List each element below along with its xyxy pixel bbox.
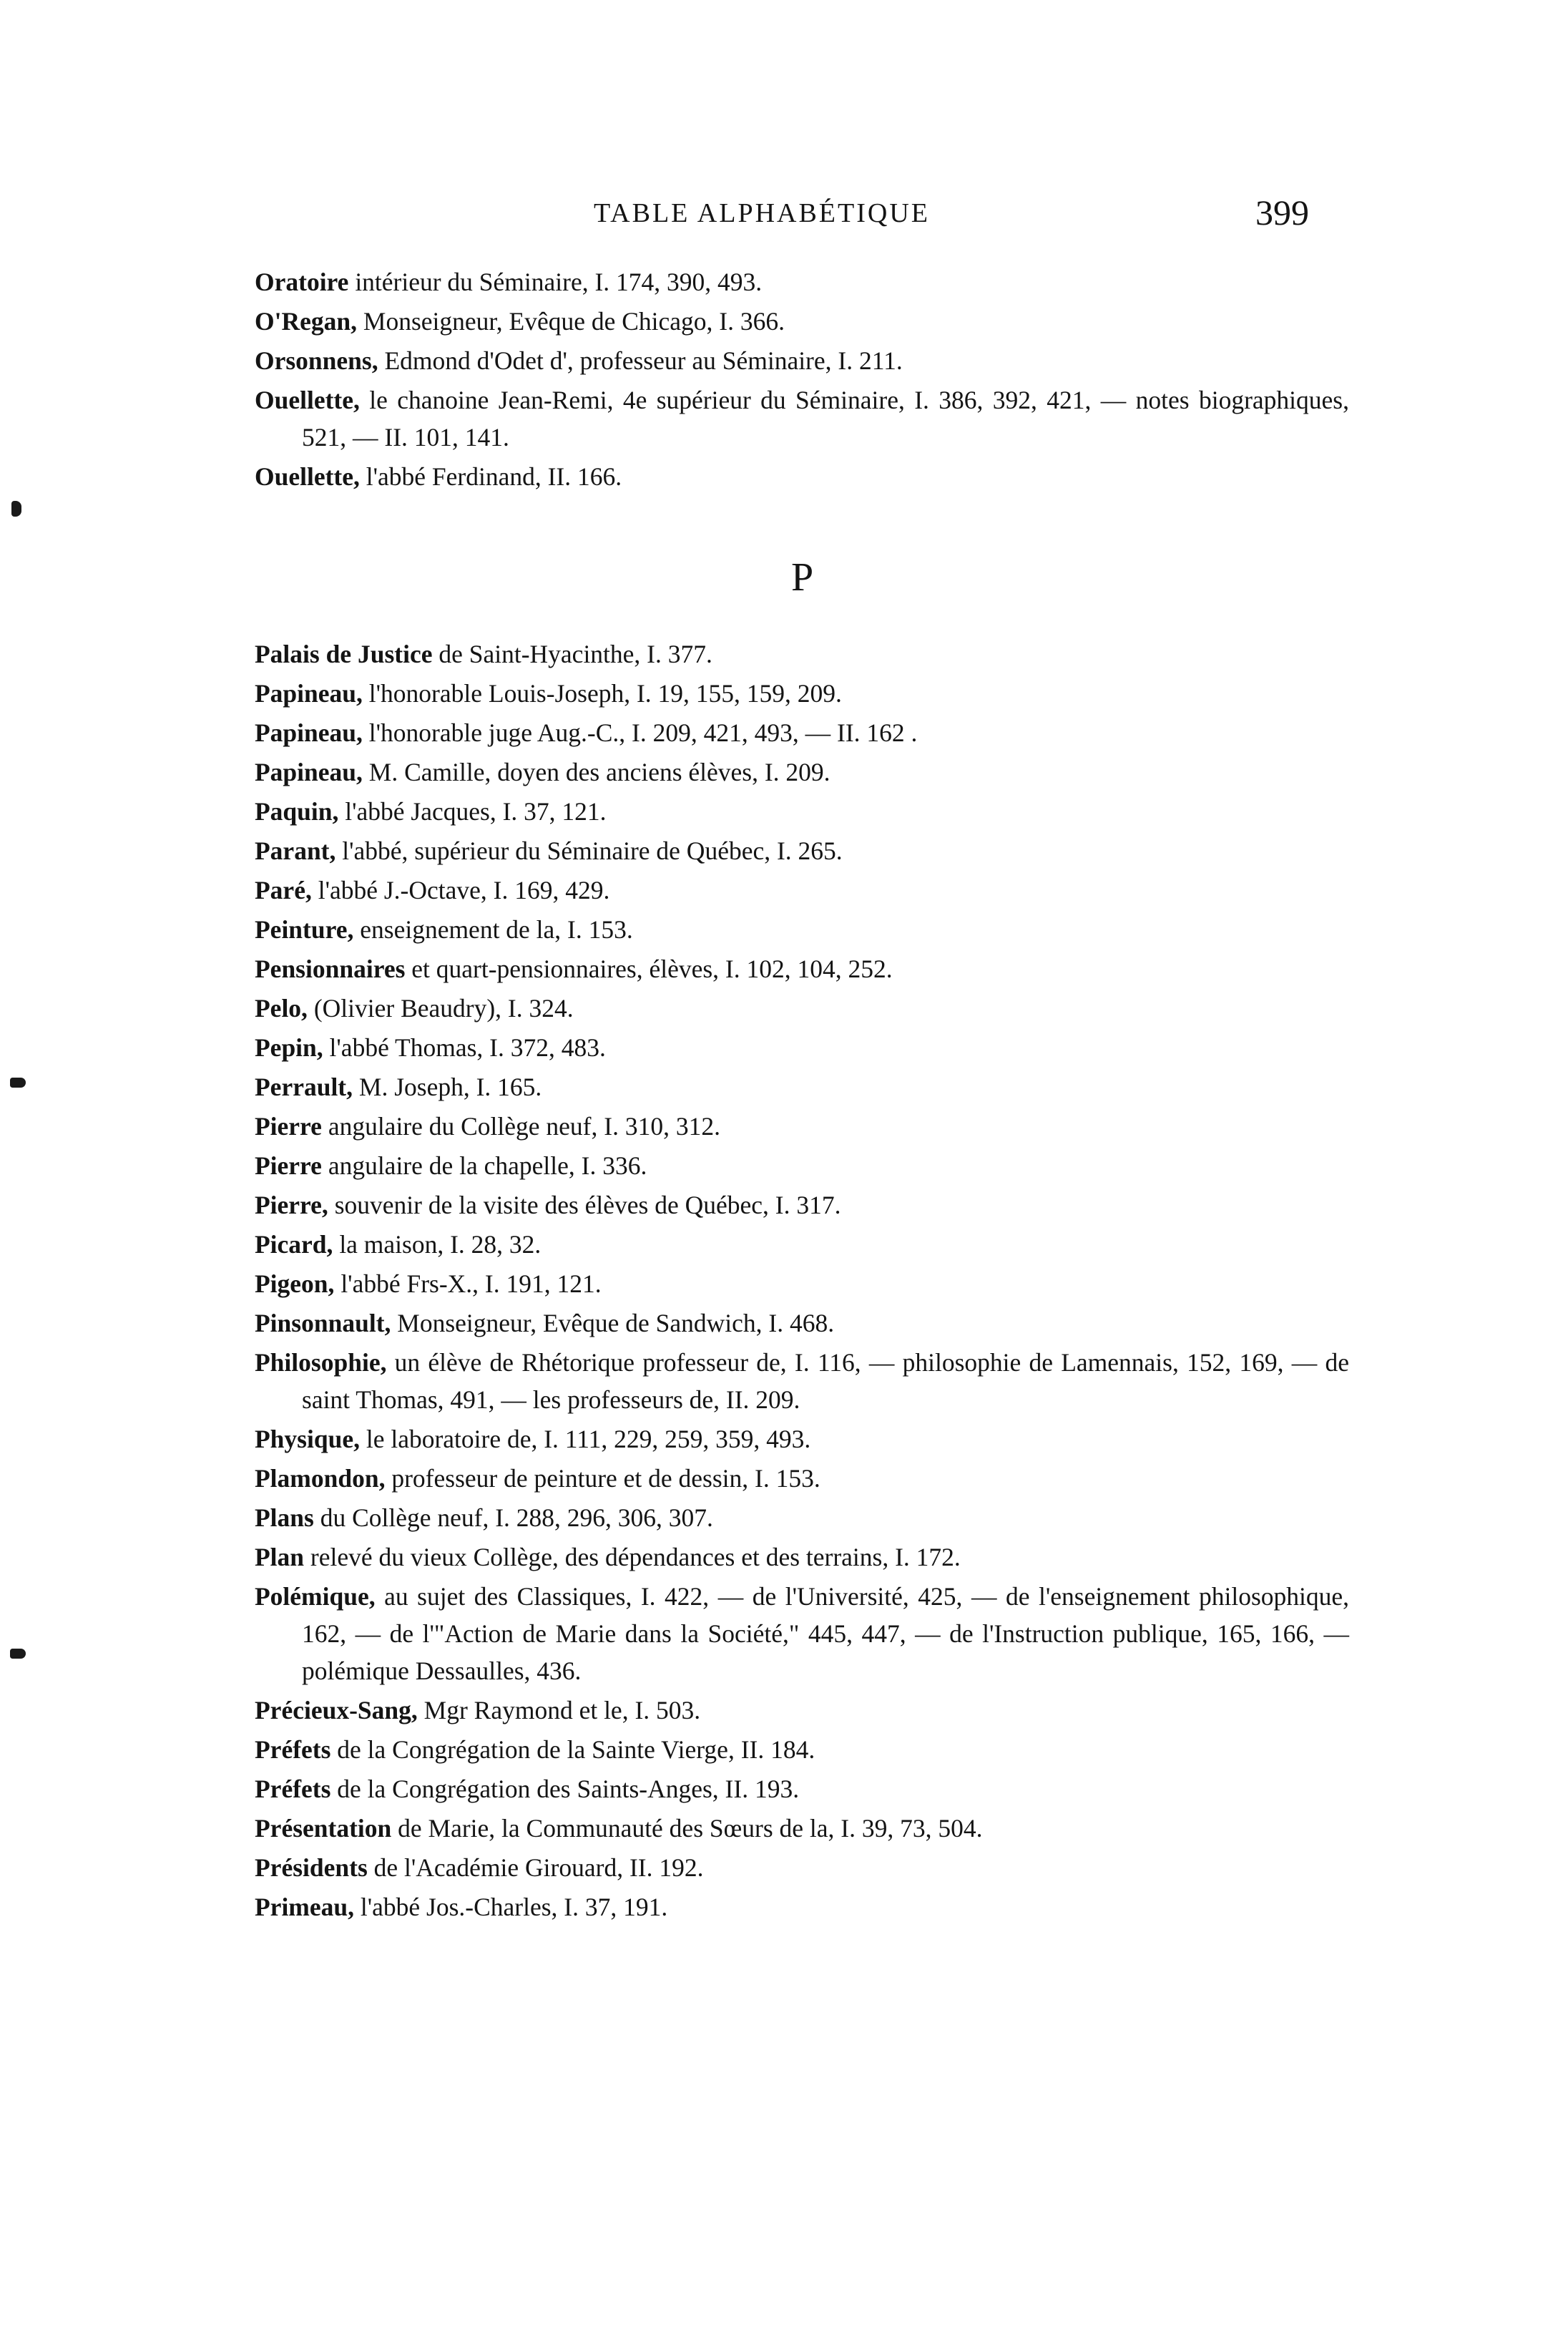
- entry-heading: Présentation: [255, 1814, 392, 1843]
- entry-references: l'abbé Frs-X., I. 191, 121.: [334, 1269, 602, 1298]
- entry-references: le chanoine Jean-Remi, 4e supérieur du Séminaire, I. 386, 392, 421, — notes biographiques, 521, — II. 101, 141.: [302, 386, 1349, 452]
- entry-heading: Préfets: [255, 1735, 331, 1764]
- index-entry: [255, 1068, 1349, 1106]
- index-entry: [255, 1460, 1349, 1497]
- entry-references: professeur de peinture et de dessin, I. 153.: [385, 1464, 820, 1493]
- entry-heading: Pelo,: [255, 994, 308, 1023]
- index-entry: [255, 950, 1349, 987]
- entry-references: l'abbé, supérieur du Séminaire de Québec, I. 265.: [335, 836, 843, 865]
- entry-heading: Papineau,: [255, 679, 363, 708]
- index-entry: [255, 1226, 1349, 1263]
- entry-heading: Parant,: [255, 836, 336, 865]
- index-entry: [255, 1692, 1349, 1729]
- entry-references: l'abbé Ferdinand, II. 166.: [359, 462, 622, 491]
- entry-references: l'abbé Thomas, I. 372, 483.: [323, 1033, 606, 1062]
- index-entry: [255, 1499, 1349, 1536]
- entry-references: l'abbé J.-Octave, I. 169, 429.: [311, 876, 610, 904]
- index-entry: [255, 342, 1349, 379]
- entry-heading: O'Regan,: [255, 307, 357, 336]
- entry-references: angulaire du Collège neuf, I. 310, 312.: [321, 1112, 720, 1141]
- entry-heading: Peinture,: [255, 915, 354, 944]
- entry-heading: Préfets: [255, 1775, 331, 1803]
- entry-heading: Papineau,: [255, 758, 363, 786]
- index-entries-o: [255, 263, 1349, 497]
- entry-heading: Pierre,: [255, 1191, 328, 1219]
- entry-references: l'abbé Jacques, I. 37, 121.: [338, 797, 607, 826]
- index-entry: [255, 911, 1349, 948]
- entry-references: de Marie, la Communauté des Sœurs de la, I. 39, 73, 504.: [391, 1814, 983, 1843]
- entry-heading: Plans: [255, 1503, 314, 1532]
- entry-heading: Polémique,: [255, 1582, 376, 1611]
- entry-references: souvenir de la visite des élèves de Québec, I. 317.: [328, 1191, 841, 1219]
- index-entry: [255, 1186, 1349, 1224]
- running-header: TABLE ALPHABÉTIQUE: [594, 198, 930, 228]
- index-entry: [255, 1849, 1349, 1886]
- entry-references: de la Congrégation des Saints-Anges, II. 193.: [330, 1775, 800, 1803]
- entry-heading: Paquin,: [255, 797, 339, 826]
- entry-references: du Collège neuf, I. 288, 296, 306, 307.: [313, 1503, 713, 1532]
- entry-heading: Pierre: [255, 1112, 322, 1141]
- entry-heading: Pigeon,: [255, 1269, 335, 1298]
- index-entry: [255, 1304, 1349, 1342]
- index-entry: [255, 635, 1349, 673]
- entry-heading: Perrault,: [255, 1073, 353, 1101]
- entry-references: de la Congrégation de la Sainte Vierge, II. 184.: [330, 1735, 815, 1764]
- entry-heading: Physique,: [255, 1425, 360, 1453]
- entry-heading: Pierre: [255, 1151, 322, 1180]
- index-entry: [255, 990, 1349, 1027]
- entry-references: enseignement de la, I. 153.: [353, 915, 633, 944]
- index-entry: [255, 1731, 1349, 1768]
- entry-heading: Philosophie,: [255, 1348, 387, 1377]
- entry-heading: Papineau,: [255, 718, 363, 747]
- entry-references: (Olivier Beaudry), I. 324.: [307, 994, 574, 1023]
- entry-references: Mgr Raymond et le, I. 503.: [417, 1696, 701, 1724]
- entry-references: l'honorable juge Aug.-C., I. 209, 421, 493, — II. 162 .: [362, 718, 918, 747]
- entry-heading: Paré,: [255, 876, 312, 904]
- entry-references: Monseigneur, Evêque de Sandwich, I. 468.: [391, 1309, 835, 1337]
- entry-heading: Ouellette,: [255, 462, 360, 491]
- entry-heading: Pinsonnault,: [255, 1309, 391, 1337]
- index-entry: [255, 753, 1349, 791]
- index-entry: [255, 1538, 1349, 1576]
- entry-references: M. Joseph, I. 165.: [353, 1073, 542, 1101]
- entry-references: Monseigneur, Evêque de Chicago, I. 366.: [357, 307, 785, 336]
- entry-heading: Palais de Justice: [255, 640, 433, 668]
- margin-mark: [10, 1078, 26, 1088]
- entry-references: de l'Académie Girouard, II. 192.: [367, 1853, 704, 1882]
- section-letter: P: [791, 555, 814, 600]
- entry-heading: Picard,: [255, 1230, 333, 1259]
- index-entry: [255, 1147, 1349, 1184]
- index-entry: [255, 1770, 1349, 1807]
- entry-references: de Saint-Hyacinthe, I. 377.: [432, 640, 712, 668]
- index-entry: [255, 381, 1349, 456]
- index-entry: [255, 832, 1349, 869]
- entry-references: l'abbé Jos.-Charles, I. 37, 191.: [354, 1893, 668, 1921]
- entry-heading: Primeau,: [255, 1893, 355, 1921]
- index-entry: [255, 714, 1349, 751]
- entry-references: M. Camille, doyen des anciens élèves, I. 209.: [362, 758, 830, 786]
- entry-heading: Précieux-Sang,: [255, 1696, 418, 1724]
- margin-mark: [11, 501, 21, 517]
- entry-heading: Plamondon,: [255, 1464, 386, 1493]
- entry-references: l'honorable Louis-Joseph, I. 19, 155, 159, 209.: [362, 679, 842, 708]
- index-entry: [255, 1420, 1349, 1458]
- entry-references: le laboratoire de, I. 111, 229, 259, 359, 493.: [359, 1425, 811, 1453]
- entry-references: et quart-pensionnaires, élèves, I. 102, 104, 252.: [405, 955, 893, 983]
- index-entry: [255, 458, 1349, 495]
- entry-references: angulaire de la chapelle, I. 336.: [321, 1151, 647, 1180]
- entry-references: relevé du vieux Collège, des dépendances et des terrains, I. 172.: [304, 1543, 961, 1571]
- index-entry: [255, 1344, 1349, 1418]
- index-entry: [255, 793, 1349, 830]
- entry-references: Edmond d'Odet d', professeur au Séminaire, I. 211.: [378, 346, 903, 375]
- index-entries-p: [255, 635, 1349, 1928]
- index-entry: [255, 1888, 1349, 1926]
- margin-mark: [10, 1649, 26, 1659]
- entry-references: un élève de Rhétorique professeur de, I. 116, — philosophie de Lamennais, 152, 169, — de saint Thomas, 491, — les professeurs de, II. 209.: [302, 1348, 1349, 1414]
- entry-references: intérieur du Séminaire, I. 174, 390, 493.: [348, 268, 763, 296]
- index-entry: [255, 303, 1349, 340]
- index-entry: [255, 1108, 1349, 1145]
- entry-heading: Ouellette,: [255, 386, 360, 414]
- page-number: 399: [1255, 192, 1309, 233]
- entry-heading: Pensionnaires: [255, 955, 406, 983]
- index-entry: [255, 1578, 1349, 1689]
- index-entry: [255, 1265, 1349, 1302]
- entry-references: au sujet des Classiques, I. 422, — de l'Université, 425, — de l'enseignement philosophique, 162, — de l'"Action de Marie dans la Société," 445, 447, — de l'Instruction publique, 165, 166, — polémique Dessaulles, 436.: [302, 1582, 1349, 1685]
- entry-heading: Présidents: [255, 1853, 368, 1882]
- entry-references: la maison, I. 28, 32.: [333, 1230, 542, 1259]
- index-entry: [255, 675, 1349, 712]
- entry-heading: Oratoire: [255, 268, 349, 296]
- entry-heading: Pepin,: [255, 1033, 323, 1062]
- index-entry: [255, 872, 1349, 909]
- index-entry: [255, 1029, 1349, 1066]
- entry-heading: Orsonnens,: [255, 346, 378, 375]
- entry-heading: Plan: [255, 1543, 305, 1571]
- index-entry: [255, 263, 1349, 301]
- index-entry: [255, 1810, 1349, 1847]
